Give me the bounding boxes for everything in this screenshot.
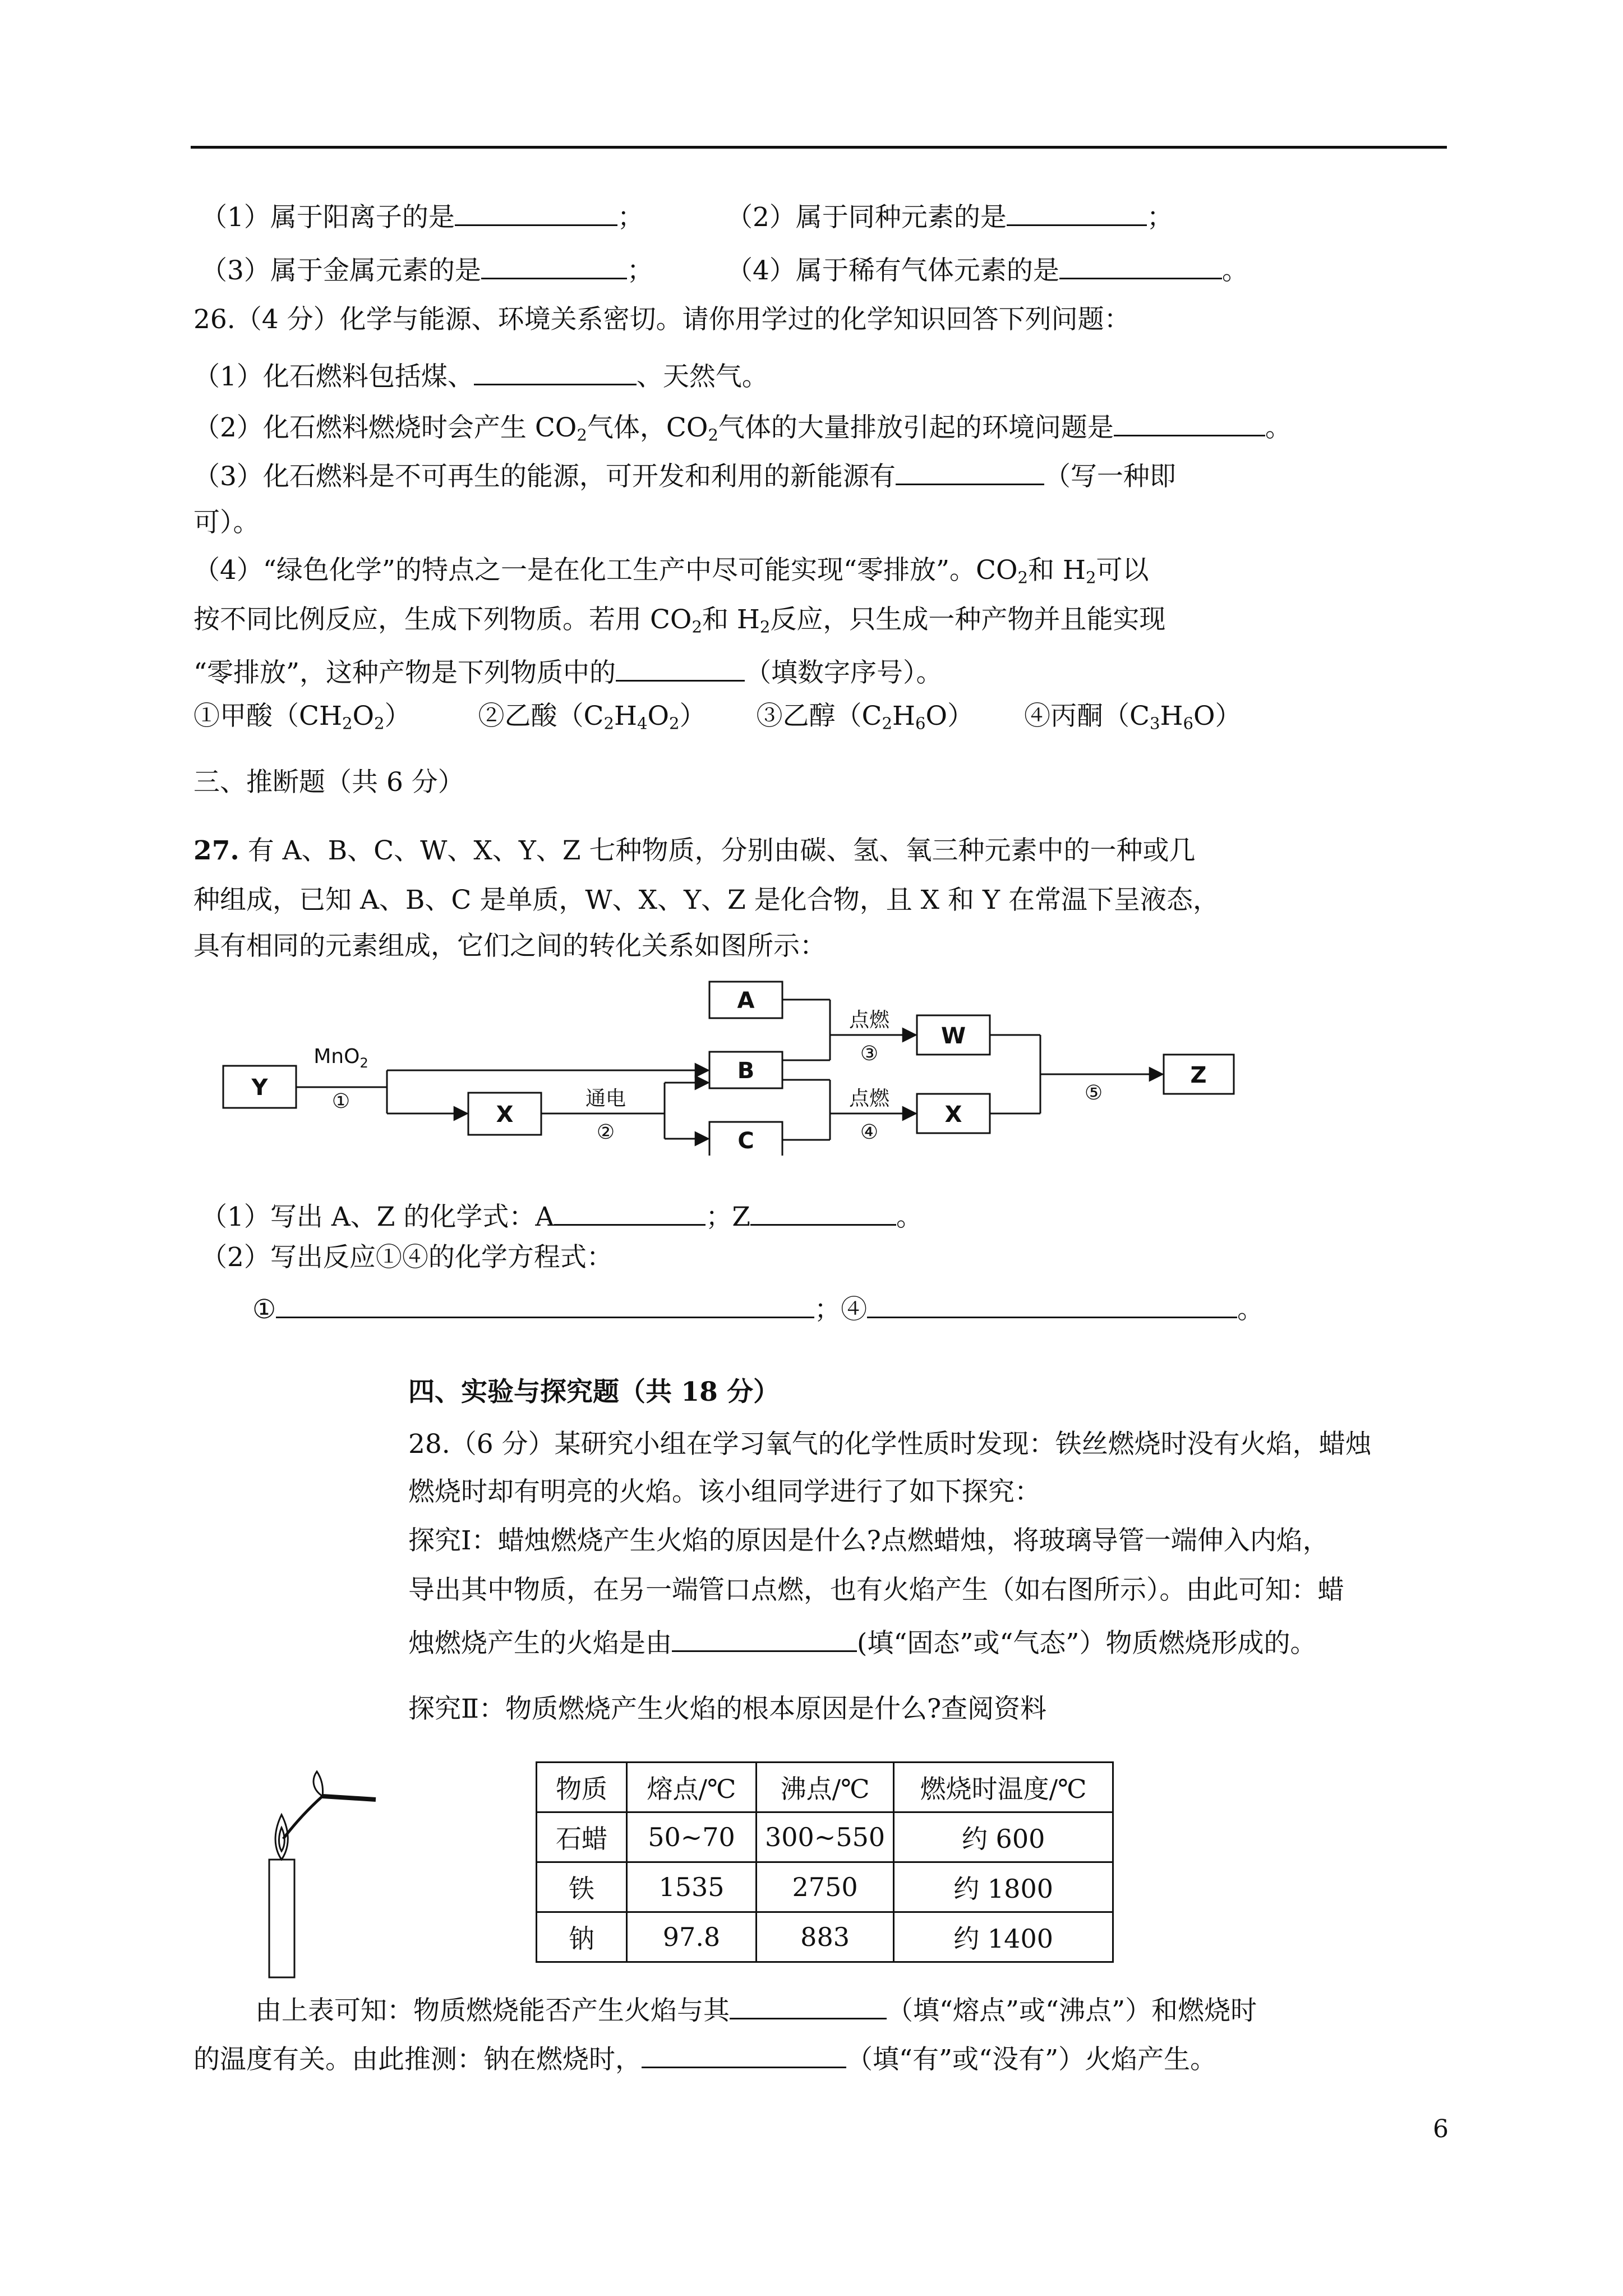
q25-line-1b <box>726 198 1173 233</box>
punct: 。 <box>1237 1294 1264 1325</box>
text: (填“固态”或“气态”）物质燃烧形成的。 <box>857 1628 1317 1659</box>
materials-table <box>536 1761 1114 1963</box>
punct: ； <box>617 202 644 233</box>
answer-blank[interactable] <box>276 1290 814 1318</box>
text: H <box>614 701 637 731</box>
section-3-heading: 三、推断题（共 6 分） <box>193 767 464 798</box>
option-2 <box>478 701 706 731</box>
page-number: 6 <box>1433 2115 1449 2143</box>
header-rule <box>191 146 1447 149</box>
text: ） <box>1215 701 1242 731</box>
subscript: 4 <box>637 714 648 733</box>
text: ） <box>947 701 974 731</box>
table-cell: 钠 <box>537 1912 627 1962</box>
label-B: B <box>737 1058 755 1084</box>
table-header: 物质 <box>537 1763 627 1812</box>
table-cell: 1535 <box>627 1862 757 1912</box>
answer-blank[interactable] <box>1114 408 1265 436</box>
table-cell: 883 <box>757 1912 894 1962</box>
q26-item-4-cont-2 <box>193 654 943 688</box>
q25-line-2b <box>726 251 1248 286</box>
q27-line-2: 种组成，已知 A、B、C 是单质，W、X、Y、Z 是化合物，且 X 和 Y 在常温下呈液态， <box>193 885 1219 915</box>
subscript: 2 <box>759 617 771 637</box>
text: 由上表可知：物质燃烧能否产生火焰与其 <box>255 1995 730 2026</box>
q25-item-3: （3）属于金属元素的是 <box>201 255 481 286</box>
table-cell: 50~70 <box>627 1812 757 1862</box>
label-step-3: ③ <box>860 1042 879 1065</box>
q27-equations <box>252 1290 1264 1325</box>
text: ④丙酮（C <box>1023 701 1150 731</box>
table-cell: 300~550 <box>757 1812 894 1862</box>
question-number: 27. <box>193 835 239 866</box>
q26-item-3-cont: 可）。 <box>193 507 260 538</box>
text: 和 H <box>702 604 760 635</box>
text: （3）化石燃料是不可再生的能源，可开发和利用的新能源有 <box>193 461 896 492</box>
q28-line-3: 探究Ⅰ：蜡烛燃烧产生火焰的原因是什么?点燃蜡烛，将玻璃导管一端伸入内焰， <box>408 1525 1329 1556</box>
text: O <box>925 701 948 731</box>
subscript: 2 <box>603 714 614 733</box>
q25-line-2 <box>201 251 653 286</box>
conversion-diagram <box>219 970 1239 1156</box>
answer-blank[interactable] <box>730 1991 887 2019</box>
subscript: 6 <box>1183 714 1193 733</box>
label-Z: Z <box>1190 1062 1207 1088</box>
table-cell: 2750 <box>757 1862 894 1912</box>
label-A: A <box>737 988 755 1014</box>
subscript: 2 <box>708 425 718 445</box>
table-cell: 97.8 <box>627 1912 757 1962</box>
answer-blank[interactable] <box>455 198 617 226</box>
q25-line-1 <box>201 198 644 233</box>
answer-blank[interactable] <box>672 1624 857 1652</box>
q27-item-1 <box>201 1198 923 1232</box>
subscript: 3 <box>1149 714 1160 733</box>
punct: 。 <box>896 1202 923 1232</box>
text: 烛燃烧产生的火焰是由 <box>408 1628 672 1659</box>
answer-blank[interactable] <box>474 357 637 385</box>
table-header-row <box>537 1763 1113 1812</box>
q28-line-4: 导出其中物质，在另一端管口点燃，也有火焰产生（如右图所示）。由此可知：蜡 <box>408 1575 1344 1605</box>
table-header: 沸点/℃ <box>757 1763 894 1812</box>
table-header: 熔点/℃ <box>627 1763 757 1812</box>
match-stick <box>322 1796 376 1800</box>
answer-blank[interactable] <box>616 654 745 682</box>
table-header: 燃烧时温度/℃ <box>894 1763 1113 1812</box>
candle-body <box>269 1860 294 1977</box>
glass-tube <box>283 1796 322 1839</box>
text: ①甲酸（CH <box>193 701 342 731</box>
q28-conclusion-1 <box>255 1991 1257 2026</box>
candle-illustration <box>255 1767 390 1980</box>
answer-blank[interactable] <box>896 457 1044 485</box>
label-step-2: ② <box>596 1121 615 1144</box>
option-1 <box>193 701 411 731</box>
answer-blank[interactable] <box>554 1198 706 1226</box>
text: （1）写出 A、Z 的化学式：A <box>201 1202 555 1232</box>
section-4-heading: 四、实验与探究题（共 18 分） <box>408 1377 780 1407</box>
text: ① <box>252 1294 276 1325</box>
punct: 。 <box>1265 412 1292 443</box>
q26-item-3 <box>193 457 1176 492</box>
table-cell: 石蜡 <box>537 1812 627 1862</box>
q26-item-4-cont-1 <box>193 605 1165 635</box>
answer-blank[interactable] <box>1007 198 1147 226</box>
answer-blank[interactable] <box>750 1198 896 1226</box>
subscript: 2 <box>374 714 385 733</box>
table-row <box>537 1862 1113 1912</box>
answer-blank[interactable] <box>481 251 627 279</box>
subscript: 2 <box>1085 568 1096 587</box>
q27-item-2: （2）写出反应①④的化学方程式： <box>201 1242 613 1273</box>
punct: ； <box>1146 202 1173 233</box>
text: 有 A、B、C、W、X、Y、Z 七种物质，分别由碳、氢、氧三种元素中的一种或几 <box>239 835 1196 866</box>
label-step-1: ① <box>331 1090 351 1113</box>
tube-flame <box>313 1772 322 1796</box>
q25-item-2: （2）属于同种元素的是 <box>726 202 1007 233</box>
option-3 <box>756 701 974 731</box>
table-cell: 铁 <box>537 1862 627 1912</box>
label-C: C <box>737 1128 754 1154</box>
table-cell: 约 600 <box>894 1812 1113 1862</box>
table-row <box>537 1812 1113 1862</box>
subscript: 2 <box>577 425 587 445</box>
subscript: 2 <box>882 714 892 733</box>
answer-blank[interactable] <box>867 1290 1237 1318</box>
punct: ； <box>626 255 653 286</box>
text: 气体，CO <box>587 412 708 443</box>
q27-line-1 <box>193 836 1196 866</box>
q28-conclusion-2 <box>193 2040 1216 2075</box>
label-step-5: ⑤ <box>1084 1082 1103 1105</box>
subscript: 2 <box>691 617 702 637</box>
label-X2: X <box>944 1102 962 1128</box>
q28-line-6: 探究Ⅱ：物质燃烧产生火焰的根本原因是什么?查阅资料 <box>408 1694 1047 1724</box>
flame-inner <box>279 1828 284 1851</box>
text: ；④ <box>814 1294 868 1325</box>
text: 、天然气。 <box>636 361 768 392</box>
text: O <box>1193 701 1215 731</box>
q26-item-1 <box>193 357 768 392</box>
label-X1: X <box>496 1102 514 1128</box>
table-cell: 约 1800 <box>894 1862 1113 1912</box>
text: “零排放”，这种产物是下列物质中的 <box>193 657 616 688</box>
text: （2）化石燃料燃烧时会产生 CO <box>193 412 577 443</box>
text: （填数字序号）。 <box>745 657 943 688</box>
text: （写一种即 <box>1044 461 1176 492</box>
label-ignite-2: 点燃 <box>849 1087 890 1110</box>
q28-line-2: 燃烧时却有明亮的火焰。该小组同学进行了如下探究： <box>408 1476 1041 1507</box>
text: H <box>1160 701 1183 731</box>
text: H <box>892 701 915 731</box>
text: ③乙醇（C <box>756 701 882 731</box>
text: 按不同比例反应，生成下列物质。若用 CO <box>193 604 692 635</box>
label-ignite-1: 点燃 <box>849 1009 890 1032</box>
subscript: 2 <box>342 714 353 733</box>
text: O <box>647 701 670 731</box>
text: 气体的大量排放引起的环境问题是 <box>718 412 1114 443</box>
text: （1）化石燃料包括煤、 <box>193 361 474 392</box>
text: ；Z <box>706 1202 750 1232</box>
label-Y: Y <box>251 1075 268 1101</box>
subscript: 2 <box>669 714 680 733</box>
text: （4）“绿色化学”的特点之一是在化工生产中尽可能实现“零排放”。CO <box>193 555 1018 586</box>
q26-intro: 26.（4 分）化学与能源、环境关系密切。请你用学过的化学知识回答下列问题： <box>193 304 1131 335</box>
text: 可以 <box>1096 555 1149 586</box>
q26-options <box>193 701 1242 731</box>
q25-item-4: （4）属于稀有气体元素的是 <box>726 255 1059 286</box>
table-row <box>537 1912 1113 1962</box>
text: 反应，只生成一种产物并且能实现 <box>770 604 1166 635</box>
label-mno2: MnO$_2$ <box>313 1045 368 1071</box>
text: ②乙酸（C <box>478 701 604 731</box>
q28-line-1: 28.（6 分）某研究小组在学习氧气的化学性质时发现：铁丝燃烧时没有火焰，蜡烛 <box>408 1429 1372 1460</box>
q25-item-1: （1）属于阳离子的是 <box>201 202 455 233</box>
label-step-4: ④ <box>860 1121 879 1144</box>
subscript: 2 <box>1017 568 1029 587</box>
text: （填“有”或“没有”）火焰产生。 <box>846 2044 1217 2075</box>
q27-line-3: 具有相同的元素组成，它们之间的转化关系如图所示： <box>193 931 826 961</box>
text: 和 H <box>1028 555 1086 586</box>
answer-blank[interactable] <box>642 2040 846 2068</box>
text: 的温度有关。由此推测：钠在燃烧时， <box>193 2044 642 2075</box>
text: （填“熔点”或“沸点”）和燃烧时 <box>887 1995 1257 2026</box>
label-electrolysis: 通电 <box>585 1087 626 1110</box>
text: ） <box>679 701 706 731</box>
answer-blank[interactable] <box>1059 251 1222 279</box>
option-4 <box>1024 701 1242 731</box>
label-W: W <box>940 1023 966 1049</box>
q28-line-5 <box>408 1624 1316 1659</box>
q26-item-4 <box>193 555 1149 586</box>
text: ） <box>384 701 411 731</box>
table-cell: 约 1400 <box>894 1912 1113 1962</box>
text: O <box>352 701 375 731</box>
q26-item-2 <box>193 408 1292 443</box>
punct: 。 <box>1221 255 1248 286</box>
subscript: 6 <box>915 714 926 733</box>
